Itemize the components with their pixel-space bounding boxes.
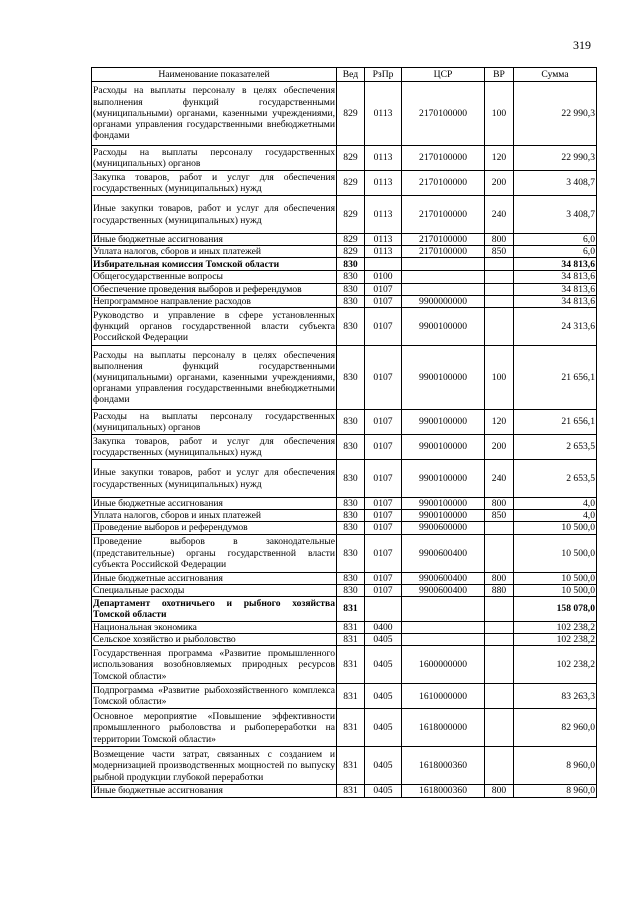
cell-sum: 21 656,1: [514, 346, 597, 410]
cell-csr: [402, 258, 485, 271]
cell-sum: 34 813,6: [514, 295, 597, 307]
cell-rzpr: 0107: [365, 460, 402, 498]
cell-rzpr: 0107: [365, 308, 402, 346]
cell-vr: 200: [485, 435, 514, 460]
cell-name: Непрограммное направление расходов: [92, 295, 337, 307]
table-row: [92, 522, 597, 534]
cell-rzpr: 0107: [365, 435, 402, 460]
cell-name: Национальная экономика: [92, 622, 337, 634]
page-number: 319: [573, 38, 591, 52]
cell-name: Общегосударственные вопросы: [92, 271, 337, 283]
cell-vr: [485, 295, 514, 307]
cell-ved: 831: [337, 597, 365, 622]
cell-sum: 24 313,6: [514, 308, 597, 346]
budget-table: [91, 67, 597, 798]
cell-name: Расходы на выплаты персоналу в целях обеспечения выполнения функций государственными (муниципальными) органами, казенными учреждениями, органами управления государственными внебюджетными фондами: [92, 82, 337, 146]
cell-vr: 120: [485, 146, 514, 171]
cell-name: Уплата налогов, сборов и иных платежей: [92, 510, 337, 522]
cell-ved: 830: [337, 460, 365, 498]
cell-rzpr: 0113: [365, 171, 402, 196]
table-row: [92, 171, 597, 196]
cell-vr: [485, 283, 514, 295]
cell-name: Сельское хозяйство и рыболовство: [92, 634, 337, 646]
table-row: [92, 498, 597, 510]
cell-name: Государственная программа «Развитие промышленного использования возобновляемых природных ресурсов Томской области»: [92, 646, 337, 684]
cell-vr: 850: [485, 510, 514, 522]
table-row: [92, 258, 597, 271]
cell-ved: 830: [337, 295, 365, 307]
header-ved: Вед: [337, 68, 365, 82]
table-row: [92, 597, 597, 622]
table-body: [92, 82, 597, 798]
cell-csr: 2170100000: [402, 246, 485, 258]
cell-vr: 240: [485, 460, 514, 498]
cell-rzpr: 0405: [365, 646, 402, 684]
cell-vr: 800: [485, 498, 514, 510]
cell-name: Иные бюджетные ассигнования: [92, 572, 337, 584]
cell-ved: 831: [337, 622, 365, 634]
cell-ved: 830: [337, 498, 365, 510]
table-row: [92, 271, 597, 283]
table-row: [92, 234, 597, 246]
cell-sum: 10 500,0: [514, 534, 597, 572]
cell-vr: 800: [485, 234, 514, 246]
cell-ved: 831: [337, 747, 365, 785]
cell-ved: 829: [337, 234, 365, 246]
table-row: [92, 684, 597, 709]
cell-ved: 830: [337, 271, 365, 283]
cell-sum: 34 813,6: [514, 258, 597, 271]
cell-name: Закупка товаров, работ и услуг для обеспечения государственных (муниципальных) нужд: [93, 171, 335, 194]
cell-name: Возмещение части затрат, связанных с созданием и модернизацией производственных мощностей по выпуску рыбной продукции глубокой переработки: [92, 747, 337, 785]
cell-csr: [402, 271, 485, 283]
cell-sum: 2 653,5: [514, 460, 597, 498]
cell-rzpr: 0100: [365, 271, 402, 283]
cell-csr: 9900600400: [402, 584, 485, 596]
cell-name: Закупка товаров, работ и услуг для обеспечения государственных (муниципальных) нужд: [93, 435, 335, 459]
cell-vr: 240: [485, 196, 514, 234]
cell-name: Специальные расходы: [92, 584, 337, 596]
table-row: [92, 572, 597, 584]
cell-ved: 830: [337, 584, 365, 596]
cell-name: Расходы на выплаты персоналу государственных (муниципальных) органов: [93, 146, 335, 169]
cell-csr: [402, 634, 485, 646]
cell-ved: 829: [337, 146, 365, 171]
cell-rzpr: 0107: [365, 584, 402, 596]
cell-name: Обеспечение проведения выборов и референдумов: [92, 283, 337, 295]
cell-rzpr: 0405: [365, 634, 402, 646]
table-row: [92, 622, 597, 634]
table-row: [92, 460, 597, 498]
cell-rzpr: 0400: [365, 622, 402, 634]
header-name: Наименование показателей: [92, 68, 337, 82]
cell-vr: [485, 308, 514, 346]
cell-sum: 10 500,0: [514, 572, 597, 584]
table-row: [92, 146, 597, 171]
table-row: [92, 646, 597, 684]
cell-sum: 22 990,3: [514, 82, 597, 146]
cell-sum: 3 408,7: [514, 171, 597, 196]
cell-vr: [485, 522, 514, 534]
cell-rzpr: 0405: [365, 709, 402, 747]
cell-csr: 1618000360: [402, 747, 485, 785]
cell-ved: 831: [337, 709, 365, 747]
cell-ved: 831: [337, 684, 365, 709]
cell-ved: 830: [337, 534, 365, 572]
cell-name: Департамент охотничьего и рыбного хозяйства Томской области: [93, 597, 335, 621]
header-csr: ЦСР: [402, 68, 485, 82]
table-row: [92, 435, 597, 460]
cell-vr: [485, 646, 514, 684]
cell-name: Иные бюджетные ассигнования: [92, 785, 337, 797]
cell-vr: [485, 534, 514, 572]
cell-ved: 830: [337, 510, 365, 522]
cell-sum: 21 656,1: [514, 410, 597, 435]
cell-rzpr: 0107: [365, 410, 402, 435]
cell-rzpr: 0107: [365, 346, 402, 410]
cell-vr: 850: [485, 246, 514, 258]
cell-name: Расходы на выплаты персоналу государственных (муниципальных) органов: [93, 410, 335, 434]
table-row: [92, 295, 597, 307]
cell-rzpr: 0107: [365, 498, 402, 510]
header-sum: Сумма: [514, 68, 597, 82]
cell-csr: 2170100000: [402, 82, 485, 146]
cell-ved: 830: [337, 435, 365, 460]
cell-csr: 2170100000: [402, 196, 485, 234]
table-row: [92, 709, 597, 747]
cell-rzpr: 0107: [365, 283, 402, 295]
table-row: [92, 283, 597, 295]
table-row: [92, 534, 597, 572]
cell-rzpr: 0107: [365, 572, 402, 584]
cell-csr: 9900100000: [402, 435, 485, 460]
cell-sum: 82 960,0: [514, 709, 597, 747]
cell-csr: 9900100000: [402, 308, 485, 346]
cell-vr: 880: [485, 584, 514, 596]
cell-ved: 830: [337, 346, 365, 410]
table-row: [92, 747, 597, 785]
cell-sum: 2 653,5: [514, 435, 597, 460]
cell-vr: [485, 634, 514, 646]
cell-sum: 4,0: [514, 510, 597, 522]
cell-rzpr: 0107: [365, 295, 402, 307]
cell-rzpr: [365, 258, 402, 271]
cell-vr: 100: [485, 82, 514, 146]
cell-vr: 120: [485, 410, 514, 435]
cell-name: Подпрограмма «Развитие рыбохозяйственного комплекса Томской области»: [93, 685, 335, 708]
cell-csr: 9900100000: [402, 346, 485, 410]
cell-name: Иные закупки товаров, работ и услуг для обеспечения государственных (муниципальных) нужд: [92, 196, 337, 234]
cell-csr: 9900000000: [402, 295, 485, 307]
cell-ved: 829: [337, 246, 365, 258]
cell-rzpr: 0405: [365, 684, 402, 709]
cell-sum: 8 960,0: [514, 747, 597, 785]
cell-ved: 830: [337, 572, 365, 584]
cell-vr: 800: [485, 785, 514, 797]
cell-ved: 830: [337, 283, 365, 295]
cell-ved: 829: [337, 171, 365, 196]
cell-name: Проведение выборов в законодательные (представительные) органы государственной власти субъекта Российской Федерации: [92, 534, 337, 572]
cell-name: Руководство и управление в сфере установленных функций органов государственной власти субъекта Российской Федерации: [92, 308, 337, 346]
cell-csr: 1610000000: [402, 684, 485, 709]
cell-ved: 830: [337, 522, 365, 534]
table-row: [92, 584, 597, 596]
table-row: [92, 410, 597, 435]
cell-rzpr: 0113: [365, 146, 402, 171]
cell-sum: 10 500,0: [514, 584, 597, 596]
table-row: [92, 785, 597, 797]
cell-csr: 9900600400: [402, 572, 485, 584]
table-row: [92, 82, 597, 146]
cell-name: Уплата налогов, сборов и иных платежей: [92, 246, 337, 258]
cell-name: Иные бюджетные ассигнования: [92, 498, 337, 510]
table-row: [92, 246, 597, 258]
cell-vr: [485, 684, 514, 709]
cell-sum: 102 238,2: [514, 622, 597, 634]
cell-ved: 830: [337, 308, 365, 346]
cell-name: Избирательная комиссия Томской области: [92, 258, 337, 271]
cell-csr: 9900100000: [402, 410, 485, 435]
header-vr: ВР: [485, 68, 514, 82]
cell-csr: 9900600000: [402, 522, 485, 534]
cell-name: Иные закупки товаров, работ и услуг для обеспечения государственных (муниципальных) нужд: [92, 460, 337, 498]
cell-vr: [485, 747, 514, 785]
cell-rzpr: 0405: [365, 785, 402, 797]
cell-rzpr: [365, 597, 402, 622]
cell-sum: 102 238,2: [514, 646, 597, 684]
cell-csr: 9900100000: [402, 498, 485, 510]
cell-rzpr: 0113: [365, 196, 402, 234]
cell-sum: 6,0: [514, 234, 597, 246]
cell-csr: 2170100000: [402, 146, 485, 171]
cell-vr: [485, 258, 514, 271]
cell-csr: 2170100000: [402, 171, 485, 196]
cell-vr: [485, 622, 514, 634]
cell-sum: 3 408,7: [514, 196, 597, 234]
cell-rzpr: 0107: [365, 522, 402, 534]
table-header-row: [92, 68, 597, 82]
cell-csr: 9900100000: [402, 510, 485, 522]
cell-ved: 829: [337, 82, 365, 146]
cell-ved: 830: [337, 258, 365, 271]
cell-csr: [402, 622, 485, 634]
cell-csr: 2170100000: [402, 234, 485, 246]
cell-name: Основное мероприятие «Повышение эффективности промышленного рыболовства и рыбопереработки на территории Томской области»: [92, 709, 337, 747]
cell-sum: 34 813,6: [514, 283, 597, 295]
cell-sum: 8 960,0: [514, 785, 597, 797]
cell-ved: 831: [337, 634, 365, 646]
cell-vr: 800: [485, 572, 514, 584]
cell-csr: 1618000000: [402, 709, 485, 747]
cell-ved: 831: [337, 785, 365, 797]
header-rzpr: РзПр: [365, 68, 402, 82]
cell-sum: 102 238,2: [514, 634, 597, 646]
table-row: [92, 510, 597, 522]
cell-rzpr: 0107: [365, 510, 402, 522]
cell-csr: 9900100000: [402, 460, 485, 498]
cell-csr: [402, 283, 485, 295]
cell-rzpr: 0113: [365, 234, 402, 246]
cell-ved: 829: [337, 196, 365, 234]
cell-rzpr: 0113: [365, 82, 402, 146]
cell-sum: 6,0: [514, 246, 597, 258]
cell-rzpr: 0113: [365, 246, 402, 258]
cell-csr: 1600000000: [402, 646, 485, 684]
cell-name: Иные бюджетные ассигнования: [92, 234, 337, 246]
cell-sum: 10 500,0: [514, 522, 597, 534]
cell-name: Расходы на выплаты персоналу в целях обеспечения выполнения функций государственными (муниципальными) органами, казенными учреждениями, органами управления государственными внебюджетными фондами: [92, 346, 337, 410]
cell-sum: 158 078,0: [514, 597, 597, 622]
cell-vr: 100: [485, 346, 514, 410]
cell-ved: 831: [337, 646, 365, 684]
table-row: [92, 346, 597, 410]
cell-vr: 200: [485, 171, 514, 196]
cell-sum: 34 813,6: [514, 271, 597, 283]
cell-ved: 830: [337, 410, 365, 435]
table-row: [92, 196, 597, 234]
cell-sum: 22 990,3: [514, 146, 597, 171]
cell-csr: 1618000360: [402, 785, 485, 797]
cell-rzpr: 0405: [365, 747, 402, 785]
cell-sum: 83 263,3: [514, 684, 597, 709]
table-row: [92, 634, 597, 646]
cell-sum: 4,0: [514, 498, 597, 510]
cell-rzpr: 0107: [365, 534, 402, 572]
cell-vr: [485, 597, 514, 622]
cell-name: Проведение выборов и референдумов: [92, 522, 337, 534]
cell-vr: [485, 271, 514, 283]
cell-vr: [485, 709, 514, 747]
table-row: [92, 308, 597, 346]
cell-csr: 9900600400: [402, 534, 485, 572]
cell-csr: [402, 597, 485, 622]
